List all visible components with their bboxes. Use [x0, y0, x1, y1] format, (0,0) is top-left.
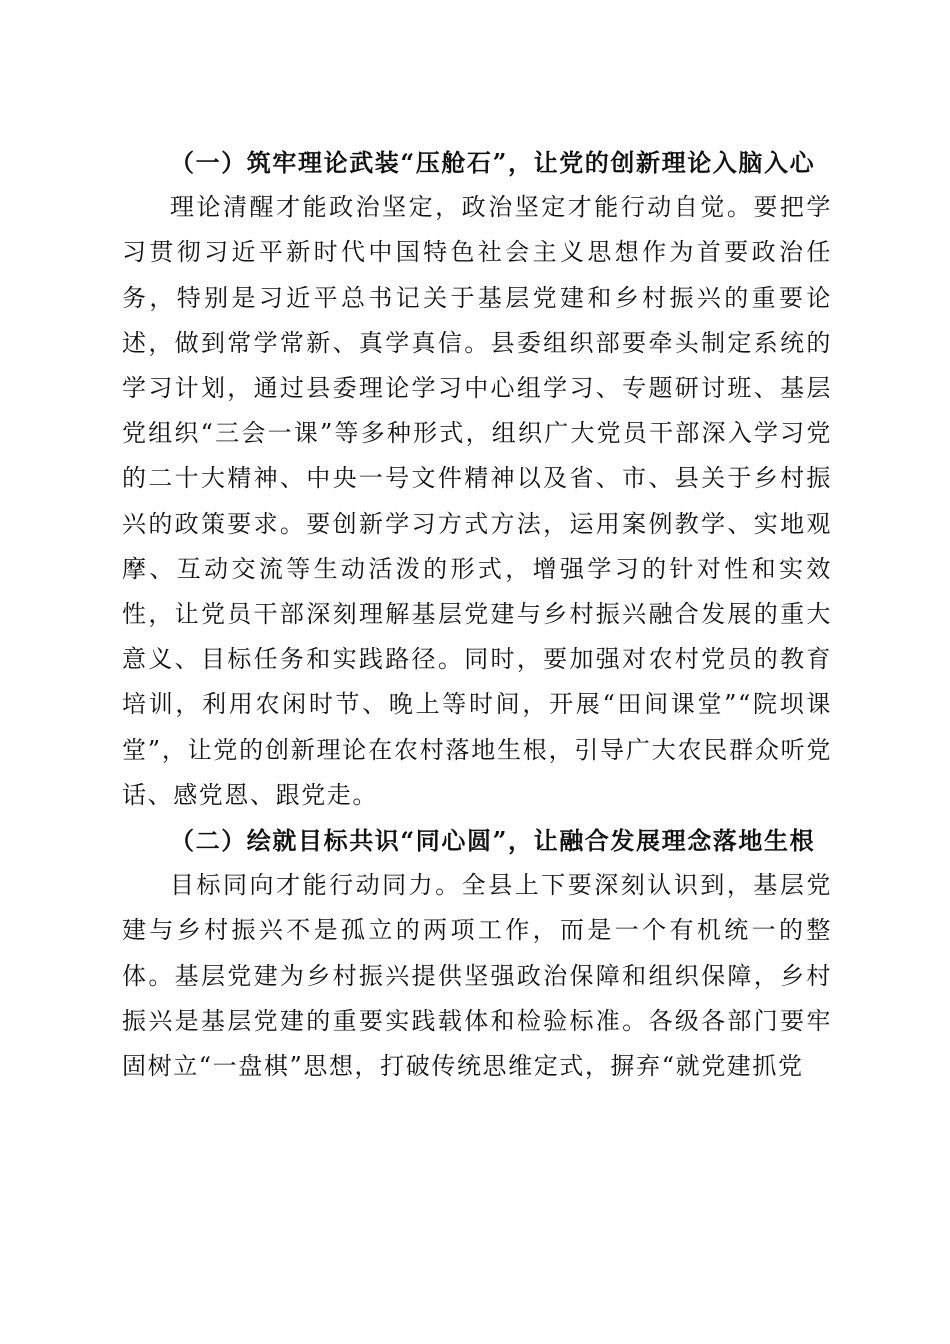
section-2-paragraph: 目标同向才能行动同力。全县上下要深刻认识到，基层党建与乡村振兴不是孤立的两项工作，而是一个有机统一的整体。基层党建为乡村振兴提供坚强政治保障和组织保障，乡村振兴是基层党建的重要实践载体和检验标准。各级各部门要牢固树立“一盘棋”思想，打破传统思维定式，摒弃“就党建抓党 [122, 871, 832, 1081]
document-body [122, 140, 832, 1089]
section-1-heading: （一）筑牢理论武装“压舱石”，让党的创新理论入脑入心 [170, 148, 816, 177]
section-2-heading: （二）绘就目标共识“同心圆”，让融合发展理念落地生根 [170, 826, 816, 856]
section-1-paragraph: 理论清醒才能政治坚定，政治坚定才能行动自觉。要把学习贯彻习近平新时代中国特色社会主义思想作为首要政治任务，特别是习近平总书记关于基层党建和乡村振兴的重要论述，做到常学常新、真学真信。县委组织部要牵头制定系统的学习计划，通过县委理论学习中心组学习、专题研讨班、基层党组织“三会一课”等多种形式，组织广大党员干部深入学习党的二十大精神、中央一号文件精神以及省、市、县关于乡村振兴的政策要求。要创新学习方式方法，运用案例教学、实地观摩、互动交流等生动活泼的形式，增强学习的针对性和实效性，让党员干部深刻理解基层党建与乡村振兴融合发展的重大意义、目标任务和实践路径。同时，要加强对农村党员的教育培训，利用农闲时节、晚上等时间，开展“田间课堂”“院坝课堂”，让党的创新理论在农村落地生根，引导广大农民群众听党话、感党恩、跟党走。 [122, 193, 832, 809]
